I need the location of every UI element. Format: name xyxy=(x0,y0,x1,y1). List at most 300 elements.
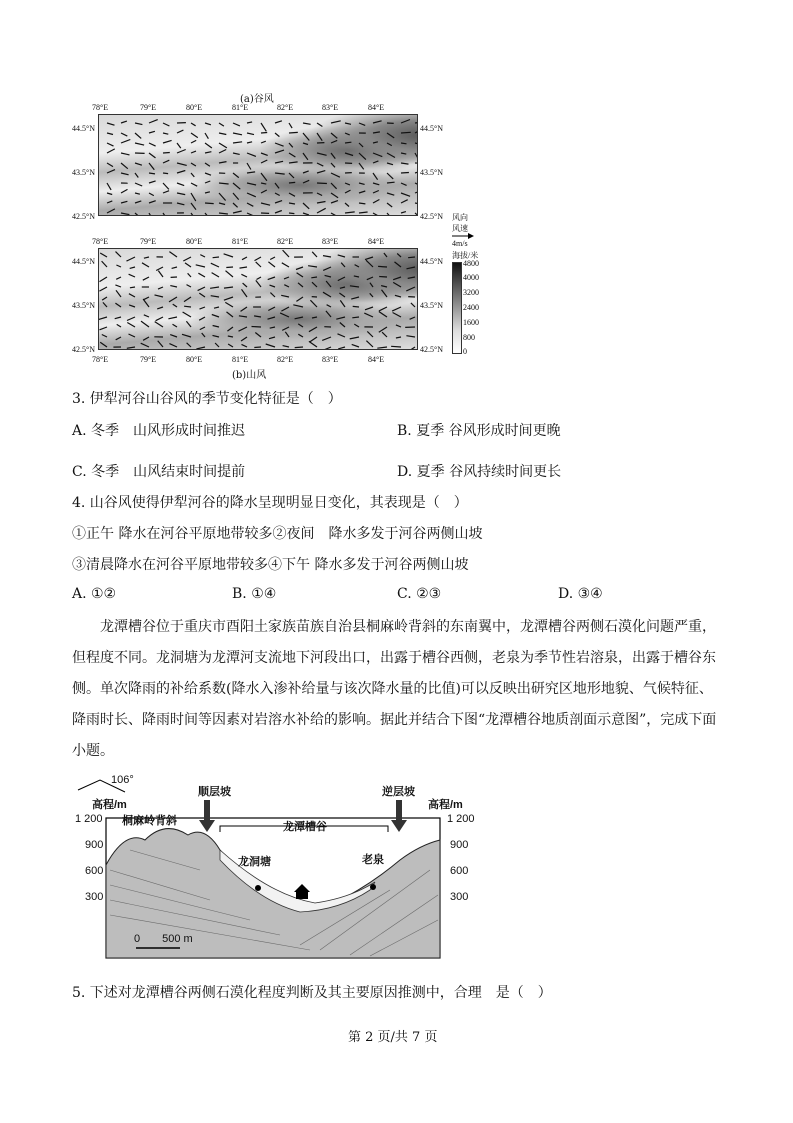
wind-arrow xyxy=(382,332,387,337)
wind-arrow xyxy=(212,273,219,277)
wind-arrow xyxy=(155,295,164,297)
wind-arrow xyxy=(202,333,205,337)
wind-arrow xyxy=(135,193,140,194)
wind-arrow xyxy=(107,143,114,146)
wind-arrow xyxy=(309,341,317,347)
wind-arrow xyxy=(149,173,155,174)
wind-arrow xyxy=(317,183,327,184)
wind-arrow xyxy=(268,317,276,319)
wind-arrow xyxy=(100,253,107,257)
wind-arrow xyxy=(289,132,298,133)
lon-label: 80°E xyxy=(186,355,203,364)
wind-arrow xyxy=(381,286,387,287)
wind-arrow xyxy=(303,171,309,173)
question-4-option-b[interactable]: B. ①④ xyxy=(232,586,277,602)
wind-arrow xyxy=(367,277,373,280)
wind-arrow xyxy=(227,312,234,317)
wind-arrow xyxy=(415,122,417,123)
wind-arrow xyxy=(233,173,239,178)
wind-arrow xyxy=(408,277,415,278)
wind-arrow xyxy=(135,201,141,203)
wind-arrow xyxy=(121,163,128,169)
wind-arrow xyxy=(311,277,317,278)
wind-arrow xyxy=(121,133,127,136)
wind-arrow xyxy=(185,263,191,267)
wind-arrow xyxy=(205,203,214,204)
wind-arrow xyxy=(102,261,107,267)
wind-arrow xyxy=(284,277,289,279)
lon-label: 81°E xyxy=(232,355,249,364)
wind-arrow xyxy=(323,267,331,270)
wind-arrow xyxy=(387,153,395,158)
wind-arrow xyxy=(415,203,417,205)
wind-arrow xyxy=(239,316,247,317)
wind-arrow xyxy=(177,171,185,174)
wind-arrow xyxy=(310,300,317,307)
wind-arrow xyxy=(187,343,191,347)
wind-arrow xyxy=(103,302,107,307)
wind-arrow xyxy=(331,153,335,159)
wind-arrow xyxy=(317,208,326,213)
wind-arrow xyxy=(303,153,308,160)
wind-arrow xyxy=(331,121,341,123)
wind-arrow xyxy=(191,213,196,215)
wind-arrow xyxy=(149,193,154,196)
wind-arrow xyxy=(163,123,169,126)
wind-arrow xyxy=(115,285,121,287)
wind-arrow xyxy=(143,299,149,307)
elevation-tick: 600 xyxy=(450,865,469,877)
wind-arrow xyxy=(331,193,338,198)
wind-arrow xyxy=(135,213,139,215)
wind-arrow xyxy=(205,192,210,193)
wind-arrow xyxy=(158,271,163,277)
wind-arrow xyxy=(341,263,345,267)
wind-arrow xyxy=(280,313,289,317)
wind-arrow xyxy=(261,173,267,181)
cave-outlet-label: 龙洞塘 xyxy=(238,856,271,868)
map-a-valley-wind xyxy=(98,114,418,216)
wind-arrow xyxy=(345,142,351,143)
wind-arrow xyxy=(183,312,191,317)
elevation-tick: 2400 xyxy=(463,303,479,312)
wind-arrow xyxy=(107,123,115,125)
lat-label: 43.5°N xyxy=(420,168,443,177)
wind-arrow xyxy=(228,336,233,337)
elevation-axis-right: 高程/m xyxy=(428,799,463,811)
elevation-tick: 4000 xyxy=(463,273,479,282)
question-3-option-b[interactable]: B. 夏季 谷风形成时间更晚 xyxy=(397,423,561,439)
wind-arrow xyxy=(200,307,206,309)
wind-arrow xyxy=(298,324,303,327)
wind-arrow xyxy=(214,307,219,308)
wind-arrow xyxy=(191,183,197,186)
wind-arrow xyxy=(256,280,261,287)
lat-label: 43.5°N xyxy=(72,168,95,177)
wind-arrow xyxy=(275,211,282,214)
wind-arrow xyxy=(239,327,248,331)
elevation-tick: 1600 xyxy=(463,318,479,327)
wind-arrow xyxy=(205,213,210,215)
wind-arrow xyxy=(196,347,205,349)
elevation-axis-left: 高程/m xyxy=(92,799,127,811)
wind-arrow xyxy=(157,307,163,309)
wind-arrow xyxy=(415,130,417,133)
wind-arrow xyxy=(256,262,261,267)
wind-arrow xyxy=(354,324,359,327)
wind-arrow xyxy=(350,337,359,339)
lon-label: 84°E xyxy=(368,103,385,112)
lat-label: 44.5°N xyxy=(420,257,443,266)
wind-arrow xyxy=(395,262,402,267)
wind-arrow xyxy=(393,277,401,280)
wind-arrow xyxy=(373,183,379,185)
wind-arrow xyxy=(289,203,295,204)
wind-arrow xyxy=(387,193,394,195)
lon-label: 79°E xyxy=(140,355,157,364)
wind-arrow xyxy=(226,267,233,268)
wind-arrow xyxy=(100,277,108,282)
wind-arrow xyxy=(270,257,275,260)
wind-arrow xyxy=(169,297,177,302)
elevation-tick: 0 xyxy=(463,347,467,356)
wind-arrow xyxy=(107,133,113,135)
wind-arrow xyxy=(130,267,135,268)
wind-arrow xyxy=(387,133,394,138)
wind-arrow xyxy=(401,132,411,133)
wind-arrow xyxy=(173,324,178,327)
wind-arrow xyxy=(116,277,121,279)
wind-arrow xyxy=(401,153,406,154)
wind-arrow xyxy=(359,183,365,184)
lon-label: 79°E xyxy=(140,237,157,246)
wind-arrow xyxy=(247,153,256,156)
wind-arrow xyxy=(233,142,242,143)
wind-arrow xyxy=(205,163,210,166)
wind-arrow xyxy=(255,333,261,338)
wind-arrow xyxy=(289,143,293,147)
wind-arrow xyxy=(396,337,401,338)
wind-arrow xyxy=(373,142,378,143)
wind-arrow xyxy=(359,191,365,193)
valley-label: 龙潭槽谷 xyxy=(283,821,327,833)
wind-arrow xyxy=(331,183,337,189)
wind-arrow xyxy=(155,322,163,327)
wind-arrow xyxy=(359,123,365,125)
wind-arrow xyxy=(224,287,233,288)
wind-arrow xyxy=(163,183,169,189)
wind-arrow xyxy=(261,141,266,143)
wind-arrow xyxy=(406,287,415,291)
wind-arrow xyxy=(282,327,289,330)
wind-arrow xyxy=(169,252,177,257)
wind-arrow xyxy=(121,140,130,144)
wind-arrow xyxy=(312,317,317,318)
wind-arrow xyxy=(219,143,227,148)
wind-arrow xyxy=(116,337,121,340)
wind-arrow xyxy=(163,153,170,154)
page-number: 第 2 页/共 7 页 xyxy=(348,1030,438,1045)
wind-arrow xyxy=(395,295,401,297)
wind-arrow xyxy=(135,133,141,138)
lon-label: 84°E xyxy=(368,355,385,364)
wind-arrow xyxy=(379,307,387,311)
wind-arrow xyxy=(401,193,410,196)
wind-arrow xyxy=(149,201,156,203)
wind-arrow xyxy=(275,183,279,188)
wind-arrow xyxy=(255,257,262,261)
lon-label: 83°E xyxy=(322,103,339,112)
wind-arrow xyxy=(297,273,303,277)
wind-arrow xyxy=(365,307,373,310)
wind-arrow xyxy=(170,335,177,337)
section-diagram xyxy=(70,770,480,965)
wind-arrow xyxy=(289,173,294,178)
wind-arrow xyxy=(387,163,393,165)
elevation-tick: 800 xyxy=(463,333,475,342)
wind-arrow xyxy=(275,133,279,137)
wind-arrow xyxy=(352,317,359,318)
wind-arrow xyxy=(149,163,154,170)
wind-arrow xyxy=(382,290,388,297)
wind-arrow xyxy=(359,153,366,160)
map-a-title: (a)谷风 xyxy=(240,94,274,105)
wind-arrow xyxy=(322,337,331,340)
wind-arrow xyxy=(303,213,309,215)
question-4-option-c[interactable]: C. ②③ xyxy=(397,586,442,602)
wind-arrow xyxy=(219,133,226,135)
wind-arrow xyxy=(141,321,149,327)
wind-arrow xyxy=(257,277,262,280)
elevation-tick: 4800 xyxy=(463,259,479,268)
wind-arrow xyxy=(177,150,186,154)
wind-arrow xyxy=(183,257,191,261)
wind-arrow xyxy=(317,153,327,155)
wind-arrow xyxy=(156,267,163,271)
wind-legend-direction: 风向 xyxy=(452,213,468,222)
wind-arrow xyxy=(240,267,248,268)
wind-arrow xyxy=(233,193,239,200)
wind-arrow xyxy=(401,183,407,185)
wind-arrow xyxy=(107,201,112,203)
wind-arrow xyxy=(359,163,364,169)
wind-arrow xyxy=(205,152,211,153)
wind-arrow xyxy=(345,153,353,156)
wind-arrow xyxy=(415,171,417,173)
reading-passage: 龙潭槽谷位于重庆市酉阳土家族苗族自治县桐麻岭背斜的东南翼中，龙潭槽谷两侧石漠化问题严重，但程度不同。龙洞塘为龙潭河支流地下河段出口，出露于槽谷西侧，老泉为季节性岩溶泉，出露于槽谷东侧。单次降雨的补给系数(降水入渗补给量与该次降水量的比值)可以反映出研究区地形地貌、气候特征、降雨时长、降雨时间等因素对岩溶水补给的影响。据此并结合下图“龙潭槽谷地质剖面示意图”，完成下面小题。 xyxy=(72,619,717,759)
wind-arrow xyxy=(127,347,135,348)
wind-arrow xyxy=(392,307,401,311)
wind-arrow xyxy=(242,289,248,297)
question-3-option-c[interactable]: C. 冬季 山风结束时间提前 xyxy=(72,464,246,480)
wind-arrow xyxy=(129,294,135,297)
wind-arrow xyxy=(115,303,121,307)
wind-arrow xyxy=(121,201,127,203)
wind-arrow xyxy=(365,257,373,260)
wind-arrow xyxy=(303,203,309,209)
wind-arrow xyxy=(339,293,345,297)
wind-arrow xyxy=(326,311,331,317)
question-3-option-a[interactable]: A. 冬季 山风形成时间推迟 xyxy=(72,423,246,439)
wind-arrow xyxy=(331,133,337,138)
wind-arrow xyxy=(219,123,224,126)
wind-arrow xyxy=(196,265,205,267)
wind-arrow xyxy=(397,254,401,258)
wind-arrow xyxy=(186,321,191,327)
wind-arrow xyxy=(163,140,172,143)
wind-arrow xyxy=(310,337,317,342)
wind-arrow xyxy=(172,267,177,268)
lat-label: 44.5°N xyxy=(72,124,95,133)
wind-arrow xyxy=(415,153,417,160)
wind-arrow xyxy=(158,341,163,347)
wind-arrow xyxy=(211,263,219,267)
wind-arrow xyxy=(327,305,331,307)
wind-arrow xyxy=(303,143,308,145)
wind-arrow xyxy=(370,283,373,287)
wind-arrow xyxy=(177,130,183,133)
wind-arrow xyxy=(359,143,363,147)
wind-arrow xyxy=(387,182,395,183)
wind-arrow xyxy=(211,296,219,297)
wind-arrow xyxy=(295,317,303,319)
wind-arrow xyxy=(184,306,191,307)
wind-arrow xyxy=(373,153,382,157)
wind-arrow xyxy=(353,306,359,307)
wind-arrow xyxy=(296,267,303,270)
wind-arrow xyxy=(312,252,317,257)
wind-arrow xyxy=(170,286,177,287)
wind-arrow xyxy=(100,342,107,347)
wind-arrow xyxy=(107,193,112,195)
lat-label: 44.5°N xyxy=(420,124,443,133)
wind-arrow xyxy=(406,336,415,337)
wind-arrow xyxy=(317,171,325,173)
lat-label: 43.5°N xyxy=(72,301,95,310)
wind-arrow xyxy=(144,315,149,317)
wind-arrow xyxy=(102,297,107,300)
wind-arrow xyxy=(401,143,407,144)
wind-arrow xyxy=(345,123,351,124)
lon-label: 80°E xyxy=(186,103,203,112)
wind-arrow xyxy=(205,181,210,183)
wind-arrow xyxy=(275,150,284,153)
wind-arrow xyxy=(219,183,229,184)
wind-arrow xyxy=(261,160,267,163)
wind-arrow xyxy=(331,213,337,215)
elevation-tick: 300 xyxy=(450,891,469,903)
wind-arrow xyxy=(191,193,196,201)
wind-arrow xyxy=(377,347,387,348)
wind-arrow xyxy=(275,173,285,174)
lon-label: 83°E xyxy=(322,237,339,246)
wind-arrow xyxy=(205,143,212,148)
wind-arrow xyxy=(284,285,289,287)
wind-arrow xyxy=(373,213,379,215)
wind-arrow xyxy=(296,297,303,301)
wind-arrow xyxy=(364,313,373,317)
wind-arrow xyxy=(387,213,391,215)
question-4-option-d[interactable]: D. ③④ xyxy=(558,586,603,602)
wind-arrow xyxy=(129,274,135,277)
wind-arrow xyxy=(199,293,205,297)
wind-arrow xyxy=(370,293,373,297)
wind-arrow xyxy=(107,209,115,213)
wind-arrow xyxy=(293,305,303,307)
wind-arrow xyxy=(281,307,289,311)
wind-arrow xyxy=(187,285,192,287)
elevation-tick: 3200 xyxy=(463,288,479,297)
wind-arrow xyxy=(102,335,107,338)
wind-arrow xyxy=(163,133,168,134)
wind-arrow xyxy=(116,290,121,297)
wind-arrow xyxy=(393,282,401,287)
wind-arrow xyxy=(107,183,111,190)
wind-arrow xyxy=(317,133,322,141)
wind-arrow xyxy=(169,344,177,347)
wind-arrow xyxy=(340,323,345,328)
wind-arrow xyxy=(338,277,345,281)
wind-arrow xyxy=(295,347,303,348)
wind-arrow xyxy=(149,213,154,215)
wind-arrow xyxy=(116,252,122,257)
wind-arrow xyxy=(247,172,255,173)
wind-arrow xyxy=(149,120,158,123)
wind-arrow xyxy=(401,173,409,174)
lon-label: 81°E xyxy=(232,237,249,246)
wind-arrow xyxy=(268,277,275,280)
wind-arrow xyxy=(142,263,149,267)
wind-arrow xyxy=(275,143,284,146)
wind-arrow xyxy=(129,334,136,337)
wind-arrow xyxy=(228,344,233,347)
elevation-tick: 900 xyxy=(450,839,469,851)
wind-arrow xyxy=(141,343,149,347)
wind-arrow xyxy=(411,303,415,307)
wind-arrow xyxy=(242,257,247,260)
question-5-stem: 5. 下述对龙潭槽谷两侧石漠化程度判断及其主要原因推测中，合理 是（ ） xyxy=(72,985,552,1001)
wind-arrow xyxy=(373,161,378,163)
question-3-option-d[interactable]: D. 夏季 谷风持续时间更长 xyxy=(397,464,562,480)
wind-arrow xyxy=(338,334,346,337)
wind-arrow xyxy=(261,203,270,205)
lat-label: 44.5°N xyxy=(72,257,95,266)
wind-arrow xyxy=(373,121,382,123)
wind-arrow xyxy=(373,200,379,204)
wind-arrow xyxy=(340,287,345,288)
wind-arrow xyxy=(205,133,208,139)
wind-arrow xyxy=(233,211,242,213)
wind-arrow xyxy=(135,143,144,145)
question-4-option-a[interactable]: A. ①② xyxy=(72,586,117,602)
anticline-label: 桐麻岭背斜 xyxy=(122,815,177,827)
wind-arrow xyxy=(354,276,359,277)
wind-arrow xyxy=(254,316,261,317)
wind-arrow xyxy=(224,297,233,300)
wind-arrow xyxy=(163,160,169,163)
wind-arrow xyxy=(261,183,266,184)
wind-arrow xyxy=(407,267,416,269)
lon-label: 78°E xyxy=(92,355,109,364)
wind-arrow xyxy=(198,287,205,291)
wind-arrow xyxy=(200,255,205,257)
wind-arrow xyxy=(401,163,409,164)
wind-arrow xyxy=(247,163,251,170)
wind-arrow xyxy=(379,277,387,278)
wind-arrow xyxy=(270,285,276,287)
wind-arrow xyxy=(393,313,401,318)
lon-label: 81°E xyxy=(232,103,249,112)
